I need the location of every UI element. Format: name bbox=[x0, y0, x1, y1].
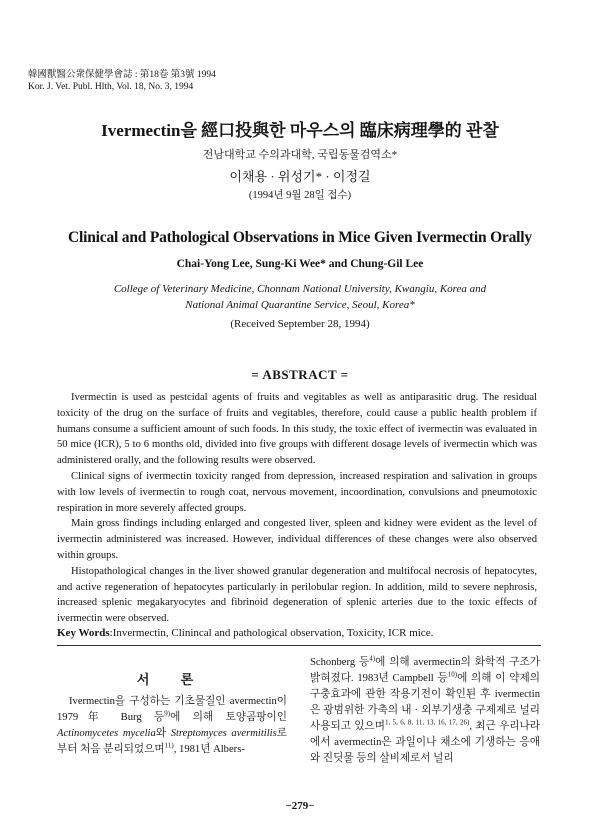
keywords-text: :Invermectin, Clinincal and pathological observation, Toxicity, ICR mice. bbox=[109, 627, 434, 639]
journal-citation bbox=[28, 69, 216, 93]
citation-ref: 4) bbox=[369, 654, 376, 663]
citation-ref: 9) bbox=[164, 709, 171, 718]
species-name: Actinomycetes mycelia bbox=[57, 728, 156, 739]
keywords-label: Key Words bbox=[57, 627, 110, 639]
abstract-paragraph: Histopathological changes in the liver showed granular degeneration and multifocal necrosis of hepatocytes, and active regeneration of hepatocytes particularly in perilobular region. In addition, mild to severe nephrosis, increased splenic megakaryocytes and fibrinoid degeneration of splenic arteries due to the toxic effects of ivermectin were observed. bbox=[57, 565, 537, 625]
text-run: 에 의해 avermectin의 화학적 구조가 밝혀졌다. 1983년 Campbell 등 bbox=[310, 657, 540, 684]
citation-ref: 1, 5, 6, 8, 11, 13, 16, 17, 26) bbox=[384, 718, 470, 727]
introduction-heading: 서 론 bbox=[136, 672, 208, 687]
abstract-paragraph: Main gross findings including enlarged and congested liver, spleen and kidney were evident as the level of ivermectin administered was increased. However, individual differences of these changes were also observed within groups. bbox=[57, 518, 537, 561]
affiliation-english-line-1: College of Veterinary Medicine, Chonnam National University, Kwangiu, Korea and bbox=[113, 283, 487, 295]
text-run: Ivermectin을 구성하는 기초물질인 avermectin이 1979年 Burg 등 bbox=[57, 696, 287, 723]
abstract-heading: = ABSTRACT = bbox=[251, 367, 349, 382]
text-run: 와 bbox=[155, 728, 171, 739]
affiliation-english bbox=[0, 281, 600, 313]
citation-ref: 11) bbox=[164, 741, 174, 750]
authors-english: Chai-Yong Lee, Sung-Ki Wee* and Chung-Gil Lee bbox=[176, 258, 424, 270]
title-english: Clinical and Pathological Observations in Mice Given Ivermectin Orally bbox=[68, 229, 532, 246]
introduction-right-column bbox=[310, 655, 540, 767]
keywords-divider bbox=[57, 645, 541, 646]
received-date-english: (Received September 28, 1994) bbox=[230, 318, 370, 330]
abstract-paragraph: Ivermectin is used as pestcidal agents of fruits and vegitables as well as antiparasitic drug. The residual toxicity of the drug on the surface of fruits and vegitables, therefore, could cause a public health problem if humans consume a sufficient amount of such foods. In this study, the toxic effect of ivermectin was evaluated in 50 mice (ICR), 5 to 6 months old, divided into five groups with different dosage levels of ivermectin which was administered orally, and the following results were observed. bbox=[57, 392, 537, 467]
text-run: , 최근 우리나라에서 avermectin은 과일이나 채소에 기생하는 응애와 진딧물 등의 살비제로서 널리 bbox=[310, 721, 540, 764]
abstract-paragraph: Clinical signs of ivermectin toxicity ranged from depression, increased respiration and salivation in groups with low levels of ivermectin to rough coat, nervous movement, incoordination, convulsions and pneumotoxic respiration in more severely affected groups. bbox=[57, 470, 537, 514]
introduction-paragraph-continued bbox=[310, 655, 540, 767]
species-name: Streptomyces avermitilis bbox=[170, 728, 277, 739]
text-run: 에 의해 이 약제의 구충효과에 관한 작용기전이 확인된 후 ivermectin은 광범위한 가축의 내 · 외부기생충 구제제로 널리 사용되고 있으며 bbox=[310, 673, 540, 732]
authors-korean: 이채용 · 위성기* · 이정길 bbox=[229, 169, 371, 184]
text-run: Schonberg 등 bbox=[310, 657, 370, 668]
affiliation-english-line-2: National Animal Quarantine Service, Seoul, Korea* bbox=[185, 299, 415, 311]
text-run: 로 부터 처음 분리되었으며 bbox=[57, 728, 287, 755]
introduction-paragraph bbox=[57, 694, 287, 758]
received-date-korean: (1994년 9월 28일 접수) bbox=[248, 190, 352, 201]
introduction-left-column bbox=[57, 694, 287, 758]
text-run: 에 의해 토양곰팡이인 bbox=[170, 712, 288, 723]
title-korean: Ivermectin을 經口投與한 마우스의 臨床病理學的 관찰 bbox=[101, 121, 499, 140]
abstract-body bbox=[57, 390, 537, 627]
keywords bbox=[57, 627, 547, 639]
citation-ref: 10) bbox=[447, 670, 458, 679]
journal-citation-english: Kor. J. Vet. Publ. Hlth, Vol. 18, No. 3, 1994 bbox=[28, 82, 194, 92]
page-number: −279− bbox=[285, 800, 315, 812]
affiliation-korean: 전남대학교 수의과대학, 국립동물검역소* bbox=[202, 149, 398, 161]
text-run: , 1981년 Albers- bbox=[173, 744, 245, 755]
journal-citation-korean: 韓國獸醫公衆保健學會誌 : 第18卷 第3號 1994 bbox=[28, 70, 216, 80]
